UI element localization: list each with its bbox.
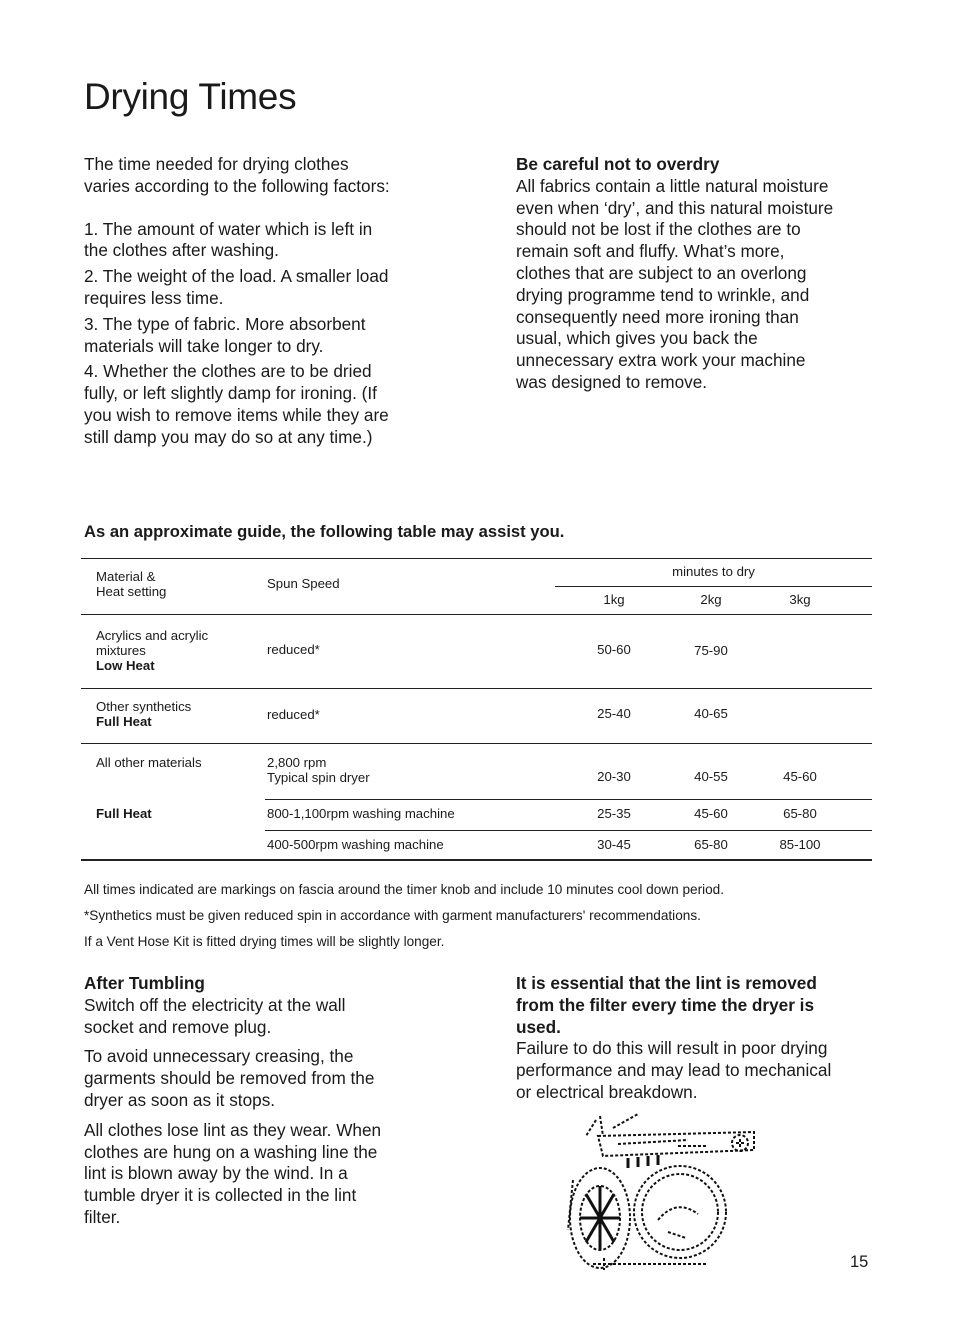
note-vent-hose: If a Vent Hose Kit is fitted drying times will be slightly longer. xyxy=(84,934,445,949)
row-acrylics-1kg: 50-60 xyxy=(597,642,631,657)
table-rule-minutes xyxy=(555,586,872,587)
row-other-3-spin: 400-500rpm washing machine xyxy=(267,837,444,852)
table-rule-other-1 xyxy=(265,799,872,800)
row-acrylics-spin: reduced* xyxy=(267,642,320,657)
factor-2: 2. The weight of the load. A smaller load requires less time. xyxy=(84,266,389,308)
after-tumbling-heading: After Tumbling xyxy=(84,973,205,993)
header-2kg: 2kg xyxy=(700,592,722,607)
row-other-3-2kg: 65-80 xyxy=(694,837,728,852)
after-tumbling-p3: All clothes lose lint as they wear. When clothes are hung on a washing line the lint is blown away by the wind. In a tumble dryer it is collected in the lint filter. xyxy=(84,1119,382,1227)
row-other-1-2kg: 40-55 xyxy=(694,769,728,784)
lint-heading: It is essential that the lint is removed from the filter every time the dryer is used. xyxy=(516,973,817,1037)
row-synthetics-2kg: 40-65 xyxy=(694,706,728,721)
intro-lead: The time needed for drying clothes varies according to the following factors: xyxy=(84,154,390,196)
factor-4: 4. Whether the clothes are to be dried fully, or left slightly damp for ironing. (If you wish to remove items while they are still damp you may do so at any time.) xyxy=(84,361,389,447)
header-3kg: 3kg xyxy=(789,592,811,607)
overdry-body: All fabrics contain a little natural moisture even when ‘dry’, and this natural moisture should not be lost if the clothes are to remain soft and fluffy. What’s more, clothes that are subject to an overlong drying programme tend to wrinkle, and consequently need more ironing than usual, which gives you back the unnecessary extra work your machine was designed to remove. xyxy=(516,175,834,392)
guide-text: As an approximate guide, the following table may assist you. xyxy=(84,522,565,541)
drying-times-table xyxy=(81,558,872,861)
note-synthetics: *Synthetics must be given reduced spin in accordance with garment manufacturers' recommendations. xyxy=(84,908,701,923)
after-tumbling-p1: Switch off the electricity at the wall socket and remove plug. xyxy=(84,994,346,1037)
row-other-heat: Full Heat xyxy=(96,806,152,821)
page-title: Drying Times xyxy=(84,76,297,117)
table-rule-top xyxy=(81,558,872,559)
table-rule-acrylics xyxy=(81,688,872,689)
row-other-3-3kg: 85-100 xyxy=(779,837,821,852)
row-other-2-2kg: 45-60 xyxy=(694,806,728,821)
row-synthetics-material: Other synthetics Full Heat xyxy=(96,699,192,729)
lint-section xyxy=(516,973,834,1104)
row-other-2-spin: 800-1,100rpm washing machine xyxy=(267,806,455,821)
header-spin: Spun Speed xyxy=(267,576,340,591)
table-rule-synthetics xyxy=(81,743,872,744)
row-other-1-spin: 2,800 rpm Typical spin dryer xyxy=(267,755,370,785)
row-acrylics-material: Acrylics and acrylic mixtures Low Heat xyxy=(96,628,209,673)
row-acrylics-2kg: 75-90 xyxy=(694,643,728,658)
factor-3: 3. The type of fabric. More absorbent materials will take longer to dry. xyxy=(84,313,366,356)
table-rule-other-2 xyxy=(265,830,872,831)
table-rule-header xyxy=(81,614,872,615)
after-tumbling-p2: To avoid unnecessary creasing, the garments should be removed from the dryer as soon as it stops. xyxy=(84,1046,375,1110)
header-material: Material & Heat setting xyxy=(96,569,167,599)
after-tumbling-section xyxy=(84,973,396,1229)
overdry-section xyxy=(516,154,834,394)
page-number: 15 xyxy=(850,1253,869,1271)
intro-section xyxy=(84,154,394,449)
header-minutes: minutes to dry xyxy=(672,564,755,579)
table-rule-bottom xyxy=(81,859,872,861)
row-other-1-3kg: 45-60 xyxy=(783,769,817,784)
tumble-dryer-lint-filter-illustration-icon xyxy=(558,1110,764,1272)
row-other-material: All other materials xyxy=(96,755,202,770)
row-synthetics-spin: reduced* xyxy=(267,707,320,722)
note-timer: All times indicated are markings on fascia around the timer knob and include 10 minutes cool down period. xyxy=(84,882,725,897)
table-notes xyxy=(84,877,724,955)
overdry-heading: Be careful not to overdry xyxy=(516,154,720,174)
row-other-3-1kg: 30-45 xyxy=(597,837,631,852)
header-1kg: 1kg xyxy=(603,592,625,607)
factor-1: 1. The amount of water which is left in the clothes after washing. xyxy=(84,218,373,261)
row-synthetics-1kg: 25-40 xyxy=(597,706,631,721)
row-other-2-3kg: 65-80 xyxy=(783,806,817,821)
lint-body: Failure to do this will result in poor drying performance and may lead to mechanical or electrical breakdown. xyxy=(516,1038,832,1102)
row-other-2-1kg: 25-35 xyxy=(597,806,631,821)
row-other-1-1kg: 20-30 xyxy=(597,769,631,784)
